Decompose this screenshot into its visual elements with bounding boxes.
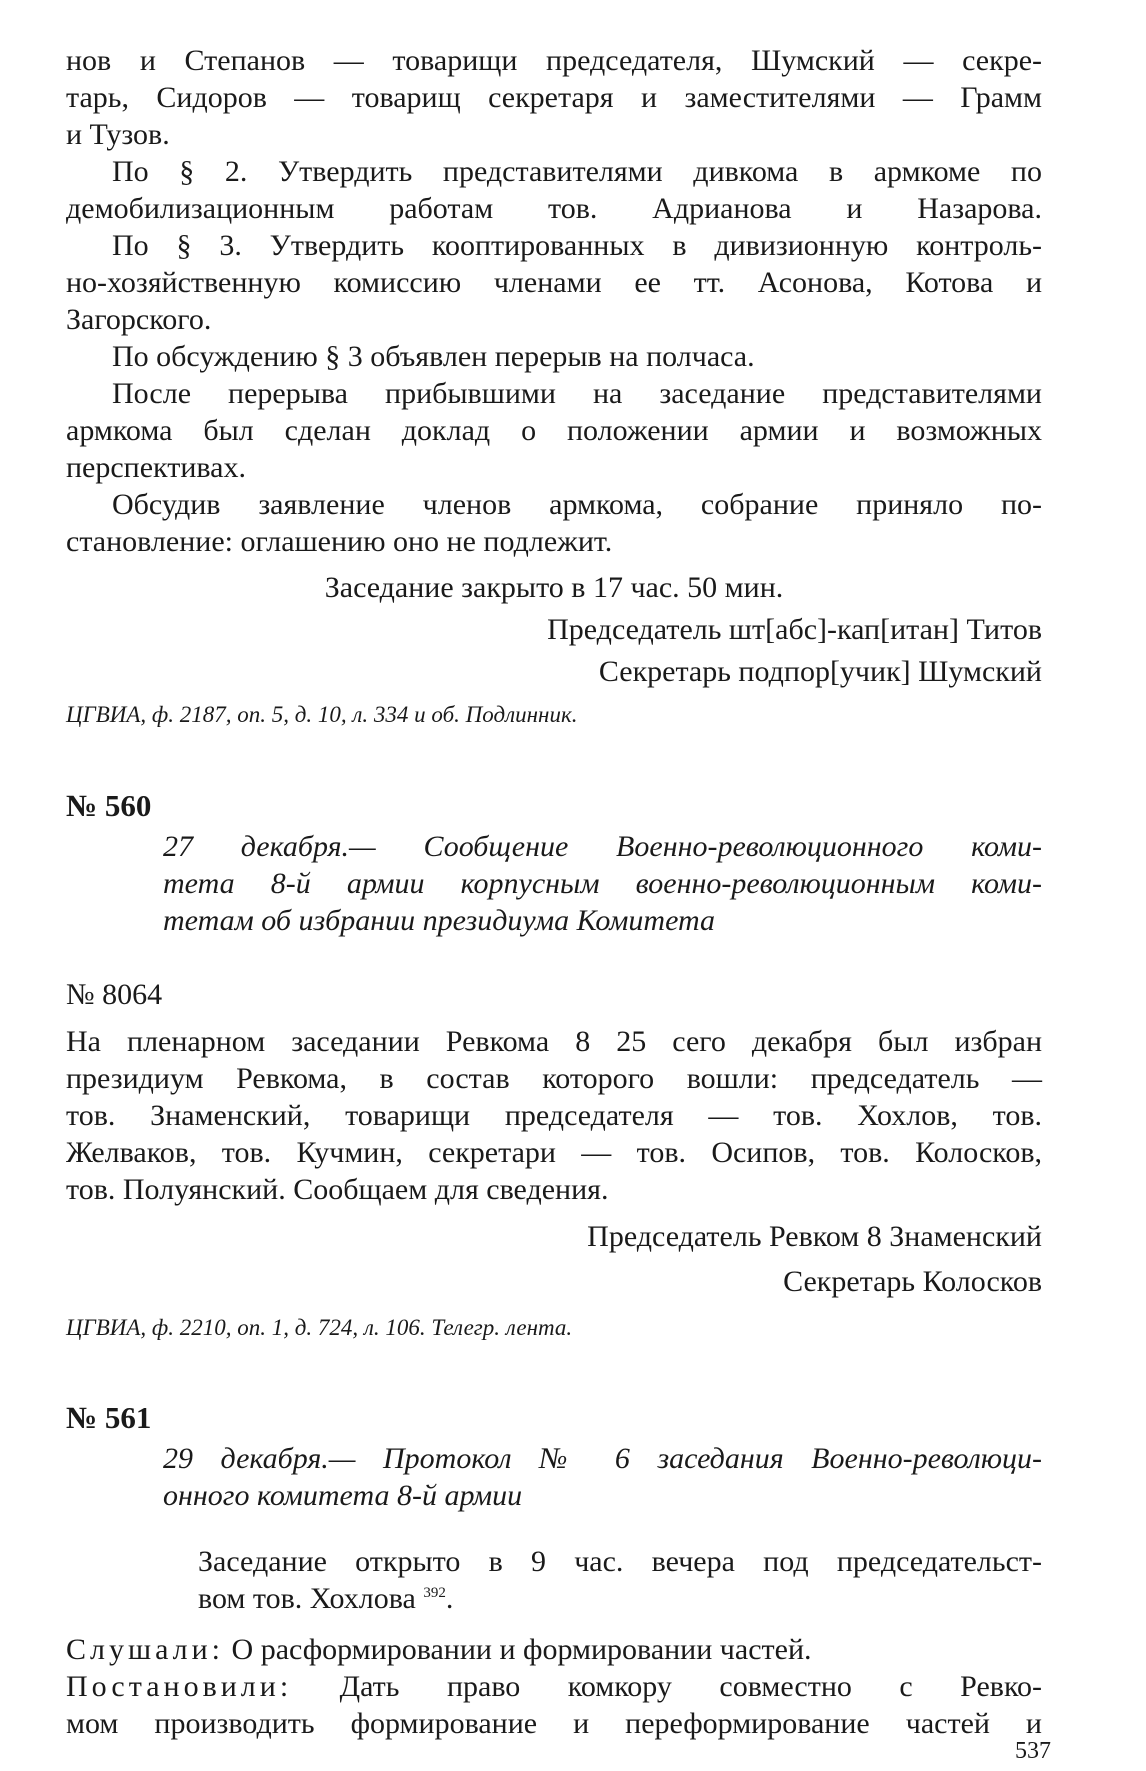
opening-text: вом тов. Хохлова $^{392}$. bbox=[198, 1582, 454, 1615]
text-line: мом производить формирование и переформирование частей и bbox=[66, 1707, 1042, 1740]
text-line: По § 2. Утвердить представителями дивкома в армкоме по bbox=[112, 155, 1042, 188]
text-line: Загорского. bbox=[66, 303, 212, 336]
page-number: 537 bbox=[1015, 1738, 1051, 1764]
document-number: № 561 bbox=[66, 1400, 152, 1435]
text-line: армкома был сделан доклад о положении армии и возможных bbox=[66, 414, 1042, 447]
text-line: После перерыва прибывшими на заседание представителями bbox=[112, 377, 1042, 410]
document-title-line: онного комитета 8-й армии bbox=[163, 1479, 523, 1512]
text-line: По обсуждению § 3 объявлен перерыв на полчаса. bbox=[112, 340, 755, 373]
resolved-label: Постановили: bbox=[66, 1670, 293, 1703]
document-title-line: тетам об избрании президиума Комитета bbox=[163, 904, 716, 937]
signature-chairman: Председатель шт[абс]-кап[итан] Титов bbox=[547, 613, 1042, 646]
text-line: тов. Знаменский, товарищи председателя — тов. Хохлов, тов. bbox=[66, 1099, 1042, 1132]
heard-text: О расформировании и формировании частей. bbox=[231, 1633, 812, 1666]
footnote-reference: 392 bbox=[423, 1585, 446, 1601]
text-line: нов и Степанов — товарищи председателя, Шумский — секре- bbox=[66, 44, 1042, 77]
resolved-line bbox=[66, 1668, 1042, 1705]
text-line: Желваков, тов. Кучмин, секретари — тов. Осипов, тов. Колосков, bbox=[66, 1136, 1042, 1169]
text-line: Обсудив заявление членов армкома, собрание приняло по- bbox=[112, 488, 1042, 521]
opening-text: Заседание открыто в 9 час. вечера под председательст- bbox=[198, 1545, 1042, 1578]
text-line: президиум Ревкома, в состав которого вошли: председатель — bbox=[66, 1062, 1042, 1095]
signature-secretary: Секретарь Колосков bbox=[783, 1265, 1042, 1298]
text-line: тов. Полуянский. Сообщаем для сведения. bbox=[66, 1173, 609, 1206]
session-closed: Заседание закрыто в 17 час. 50 мин. bbox=[324, 571, 784, 604]
document-title-line: 29 декабря.— Протокол № 6 заседания Военно-революци- bbox=[163, 1442, 1042, 1475]
text-line: но-хозяйственную комиссию членами ее тт. Асонова, Котова и bbox=[66, 266, 1042, 299]
text-line: тарь, Сидоров — товарищ секретаря и заместителями — Грамм bbox=[66, 81, 1042, 114]
heard-line bbox=[66, 1631, 1042, 1668]
signature-chairman: Председатель Ревком 8 Знаменский bbox=[587, 1220, 1042, 1253]
heard-label: Слушали: bbox=[66, 1633, 225, 1666]
signature-secretary: Секретарь подпор[учик] Шумский bbox=[598, 655, 1042, 688]
telegram-number: № 8064 bbox=[66, 978, 163, 1011]
document-title-line: тета 8-й армии корпусным военно-революционным коми- bbox=[163, 867, 1042, 900]
text-line: и Тузов. bbox=[66, 118, 170, 151]
text-line: На пленарном заседании Ревкома 8 25 сего декабря был избран bbox=[66, 1025, 1042, 1058]
archive-source: ЦГВИА, ф. 2210, оп. 1, д. 724, л. 106. Телегр. лента. bbox=[66, 1315, 573, 1340]
document-number: № 560 bbox=[66, 788, 152, 823]
resolved-text: Дать право комкору совместно с Ревко- bbox=[339, 1670, 1042, 1703]
text-line: По § 3. Утвердить кооптированных в дивизионную контроль- bbox=[112, 229, 1042, 262]
text-line: демобилизационным работам тов. Адрианова и Назарова. bbox=[66, 192, 1042, 225]
text-line: становление: оглашению оно не подлежит. bbox=[66, 525, 613, 558]
archive-source: ЦГВИА, ф. 2187, оп. 5, д. 10, л. 334 и об. Подлинник. bbox=[66, 702, 578, 727]
text-line: перспективах. bbox=[66, 451, 246, 484]
document-title-line: 27 декабря.— Сообщение Военно-революционного коми- bbox=[163, 830, 1042, 863]
